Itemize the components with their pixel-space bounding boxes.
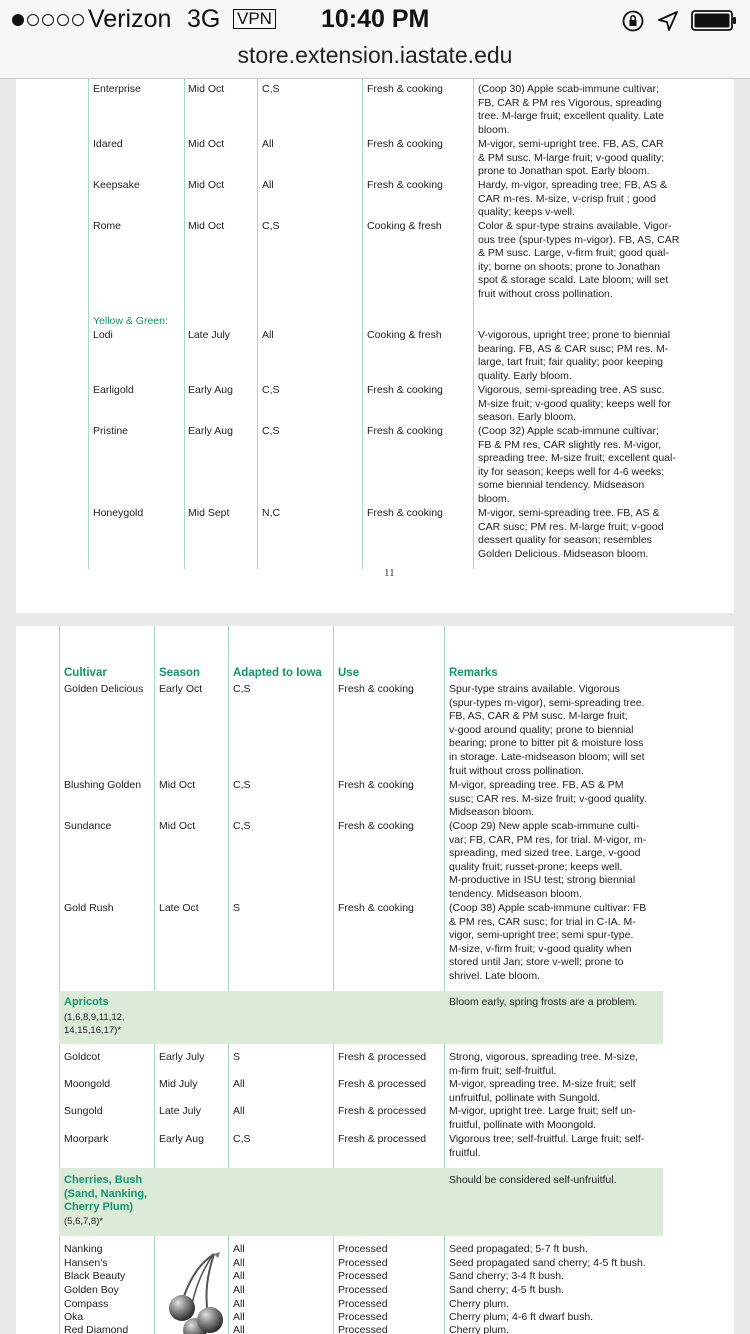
adapted-cell: All	[233, 1270, 245, 1282]
remarks-cell: Spur-type strains available. Vigorous (spur-types m-vigor), semi-spreading tree. FB, AS, CAR & PM susc. M-large fruit; v-good around quality; prone to biennial bearing; prone to bitter pit & moisture loss in storage. Late-midseason bloom; will set fruit without cross pollination.	[449, 683, 645, 777]
season-cell: Early Aug	[159, 1133, 204, 1145]
document-page-11	[16, 79, 734, 613]
clock: 10:40 PM	[321, 5, 430, 33]
adapted-cell: All	[262, 179, 274, 191]
use-cell: Fresh & cooking	[367, 83, 443, 95]
remarks-cell: M-vigor, upright tree. Large fruit; self un- fruitful, pollinate with Moongold.	[449, 1105, 636, 1131]
rotation-lock-icon	[621, 9, 645, 33]
use-cell: Processed	[338, 1311, 388, 1323]
adapted-cell: C,S	[262, 83, 280, 95]
cultivar-cell: Gold Rush	[64, 902, 114, 914]
remarks-cell: M-vigor, spreading tree. M-size fruit; self unfruitful, pollinate with Sungold.	[449, 1078, 636, 1104]
adapted-cell: C,S	[262, 425, 280, 437]
status-bar	[0, 0, 750, 40]
remarks-cell: (Coop 30) Apple scab-immune cultivar; FB, CAR & PM res Vigorous, spreading tree. M-large fruit; excellent quality. Late bloom.	[478, 83, 664, 136]
cultivar-cell: Oka	[64, 1311, 84, 1323]
adapted-cell: C,S	[233, 820, 251, 832]
season-cell: Mid July	[159, 1078, 198, 1090]
cultivar-cell: Rome	[93, 220, 122, 232]
cultivar-cell: Compass	[64, 1298, 109, 1310]
adapted-cell: All	[262, 138, 274, 150]
remarks-cell: Vigorous tree; self-fruitful. Large fruit; self- fruitful.	[449, 1133, 645, 1159]
adapted-cell: All	[233, 1243, 245, 1255]
season-cell: Late Oct	[159, 902, 199, 914]
section-remark-cherries: Should be considered self-unfruitful.	[449, 1174, 617, 1186]
remarks-cell: Seed propagated sand cherry; 4-5 ft bush.	[449, 1257, 646, 1269]
cultivar-cell: Moongold	[64, 1078, 111, 1090]
remarks-cell: Cherry plum.	[449, 1298, 510, 1310]
remarks-cell: Hardy, m-vigor, spreading tree; FB, AS & CAR m-res. M-size, v-crisp fruit ; good quality; keeps v-well.	[478, 179, 667, 219]
adapted-cell: S	[233, 902, 241, 914]
adapted-cell: All	[233, 1311, 245, 1323]
header-cultivar: Cultivar	[64, 667, 107, 679]
adapted-cell: N,C	[262, 507, 281, 519]
use-cell: Fresh & processed	[338, 1133, 427, 1145]
cultivar-cell: Golden Boy	[64, 1284, 119, 1296]
document-page-12	[16, 626, 734, 1334]
use-cell: Fresh & cooking	[367, 384, 443, 396]
use-cell: Fresh & processed	[338, 1105, 427, 1117]
adapted-cell: C,S	[233, 1133, 251, 1145]
cultivar-cell: Idared	[93, 138, 123, 150]
use-cell: Fresh & cooking	[367, 507, 443, 519]
column-divider	[88, 79, 89, 569]
season-cell: Early Aug	[188, 425, 233, 437]
header-season: Season	[159, 667, 200, 679]
use-cell: Fresh & cooking	[367, 425, 443, 437]
adapted-cell: C,S	[233, 683, 251, 695]
signal-strength-icon	[12, 11, 84, 29]
section-title-apricots: Apricots	[64, 996, 109, 1008]
remarks-cell: M-vigor, semi-upright tree. FB, AS, CAR & PM susc. M-large fruit; v-good quality; prone to Jonathan spot. Early bloom.	[478, 138, 665, 178]
header-remarks: Remarks	[449, 667, 498, 679]
column-divider	[184, 79, 185, 569]
adapted-cell: C,S	[233, 779, 251, 791]
location-arrow-icon	[656, 9, 680, 33]
cultivar-cell: Nanking	[64, 1243, 103, 1255]
category-label: Yellow & Green:	[93, 315, 168, 327]
remarks-cell: Sand cherry; 3-4 ft bush.	[449, 1270, 564, 1282]
use-cell: Fresh & cooking	[367, 179, 443, 191]
page-number: 11	[384, 567, 395, 579]
header-use: Use	[338, 667, 360, 679]
remarks-cell: M-vigor, spreading tree. FB, AS & PM susc; CAR res. M-size fruit; v-good quality. Midseason bloom.	[449, 779, 647, 819]
remarks-cell: Seed propagated; 5-7 ft bush.	[449, 1243, 588, 1255]
season-cell: Late July	[159, 1105, 202, 1117]
column-divider	[362, 79, 363, 569]
season-cell: Early Oct	[159, 683, 203, 695]
column-divider	[473, 79, 474, 569]
remarks-cell: Cherry plum.	[449, 1324, 510, 1334]
adapted-cell: S	[233, 1051, 241, 1063]
cultivar-cell: Lodi	[93, 329, 113, 341]
carrier-name: Verizon	[88, 5, 172, 33]
cultivar-cell: Black Beauty	[64, 1270, 126, 1282]
adapted-cell: All	[262, 329, 274, 341]
section-refs-cherries: (5,6,7,8)*	[64, 1216, 104, 1227]
header-adapted: Adapted to Iowa	[233, 667, 322, 679]
cultivar-cell: Red Diamond	[64, 1324, 129, 1334]
use-cell: Fresh & cooking	[338, 820, 414, 832]
adapted-cell: All	[233, 1324, 245, 1334]
use-cell: Processed	[338, 1284, 388, 1296]
remarks-cell: (Coop 29) New apple scab-immune culti- var; FB, CAR, PM res, for trial. M-vigor, m- spreading, med sized tree. Large, v-good quality fruit; russet-prone; keeps well. M-productive in ISU test; strong biennial tendency. Midseason bloom.	[449, 820, 647, 900]
season-cell: Mid Sept	[188, 507, 230, 519]
use-cell: Processed	[338, 1257, 388, 1269]
remarks-cell: (Coop 38) Apple scab-immune cultivar: FB & PM res, CAR susc; for trial in C-IA. M- vigor, semi-upright tree; semi spur-type. M-size, v-firm fruit; v-good quality when stored until Jan; store v-well; prone to shrivel. Late bloom.	[449, 902, 647, 982]
battery-icon	[691, 10, 737, 31]
cultivar-cell: Sungold	[64, 1105, 103, 1117]
remarks-cell: Color & spur-type strains available. Vigor- ous tree (spur-types m-vigor). FB, AS, CAR & PM susc. Large, v-firm fruit; good qual- ity; borne on shoots; prone to Jonathan spot & storage scald. Late bloom; will set fruit without cross pollination.	[478, 220, 680, 300]
remarks-cell: V-vigorous, upright tree; prone to biennial bearing. FB, AS & CAR susc; PM res. M- large, tart fruit; fair quality; poor keeping quality. Early bloom.	[478, 329, 671, 382]
use-cell: Processed	[338, 1243, 388, 1255]
use-cell: Fresh & cooking	[338, 902, 414, 914]
cultivar-cell: Hansen's	[64, 1257, 108, 1269]
season-cell: Mid Oct	[159, 820, 196, 832]
use-cell: Processed	[338, 1324, 388, 1334]
cultivar-cell: Earligold	[93, 384, 134, 396]
adapted-cell: All	[233, 1078, 245, 1090]
address-bar[interactable]	[0, 40, 750, 79]
section-title-cherries: Cherries, Bush (Sand, Nanking, Cherry Plum)	[64, 1174, 148, 1214]
season-cell: Mid Oct	[188, 138, 225, 150]
cultivar-cell: Enterprise	[93, 83, 141, 95]
cultivar-cell: Honeygold	[93, 507, 144, 519]
cultivar-cell: Sundance	[64, 820, 112, 832]
remarks-cell: Cherry plum; 4-6 ft dwarf bush.	[449, 1311, 594, 1323]
column-divider	[257, 79, 258, 569]
adapted-cell: C,S	[262, 384, 280, 396]
use-cell: Fresh & processed	[338, 1078, 427, 1090]
remarks-cell: (Coop 32) Apple scab-immune cultivar; FB & PM res, CAR slightly res. M-vigor, spreading tree. M-size fruit; excellent qual- ity for season; keeps well for 4-6 weeks; some biennial tendency. Midseason bloom.	[478, 425, 676, 505]
remarks-cell: M-vigor, semi-spreading tree. FB, AS & CAR susc; PM res. M-large fruit; v-good dessert quality for season; resembles Golden Delicious. Midseason bloom.	[478, 507, 664, 560]
section-remark-apricots: Bloom early, spring frosts are a problem.	[449, 996, 638, 1008]
adapted-cell: All	[233, 1298, 245, 1310]
season-cell: Early Aug	[188, 384, 233, 396]
season-cell: Mid Oct	[188, 220, 225, 232]
use-cell: Fresh & cooking	[338, 779, 414, 791]
adapted-cell: All	[233, 1105, 245, 1117]
season-cell: Mid Oct	[188, 83, 225, 95]
use-cell: Processed	[338, 1270, 388, 1282]
remarks-cell: Vigorous, semi-spreading tree. AS susc. M-size fruit; v-good quality; keeps well for season. Early bloom.	[478, 384, 671, 424]
use-cell: Fresh & cooking	[338, 683, 414, 695]
season-cell: Early July	[159, 1051, 205, 1063]
cultivar-cell: Keepsake	[93, 179, 140, 191]
cultivar-cell: Moorpark	[64, 1133, 109, 1145]
cultivar-cell: Golden Delicious	[64, 683, 144, 695]
vpn-badge: VPN	[233, 9, 276, 29]
adapted-cell: All	[233, 1284, 245, 1296]
cultivar-cell: Blushing Golden	[64, 779, 142, 791]
section-refs-apricots: (1,6,8,9,11,12, 14,15,16,17)*	[64, 1012, 125, 1036]
season-cell: Late July	[188, 329, 231, 341]
network-type: 3G	[187, 5, 221, 33]
remarks-cell: Strong, vigorous, spreading tree. M-size, m-firm fruit; self-fruitful.	[449, 1051, 639, 1077]
cultivar-cell: Goldcot	[64, 1051, 101, 1063]
use-cell: Fresh & processed	[338, 1051, 427, 1063]
cherries-illustration	[162, 1252, 226, 1334]
url-text: store.extension.iastate.edu	[237, 42, 513, 68]
adapted-cell: C,S	[262, 220, 280, 232]
use-cell: Cooking & fresh	[367, 329, 442, 341]
use-cell: Cooking & fresh	[367, 220, 442, 232]
remarks-cell: Sand cherry; 4-5 ft bush.	[449, 1284, 564, 1296]
cultivar-cell: Pristine	[93, 425, 129, 437]
adapted-cell: All	[233, 1257, 245, 1269]
use-cell: Fresh & cooking	[367, 138, 443, 150]
season-cell: Mid Oct	[188, 179, 225, 191]
season-cell: Mid Oct	[159, 779, 196, 791]
use-cell: Processed	[338, 1298, 388, 1310]
